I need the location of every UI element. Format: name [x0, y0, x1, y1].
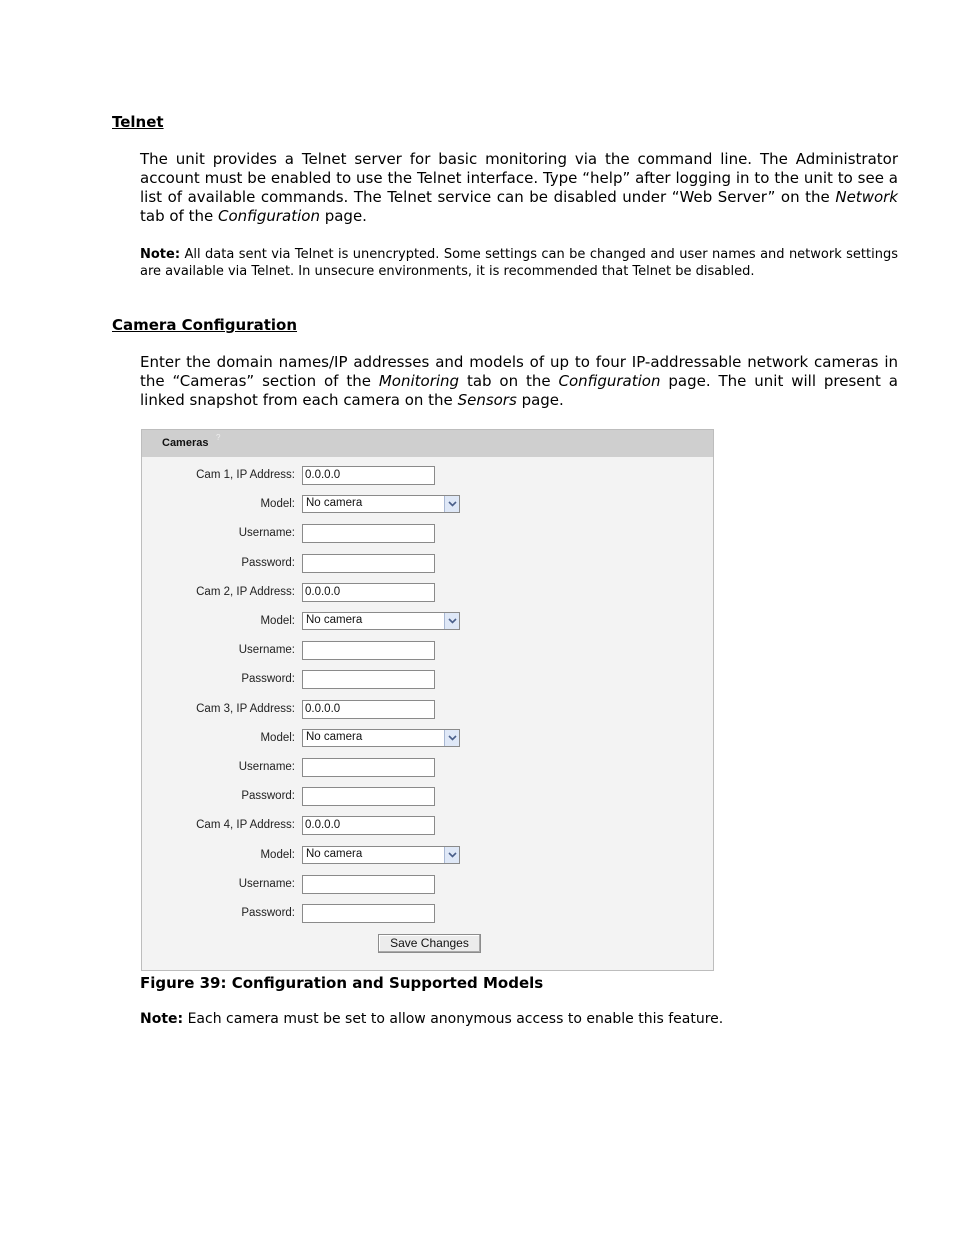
cam-1-model-row [142, 495, 713, 517]
chevron-down-icon[interactable] [444, 847, 459, 863]
cam-2-ip-row [142, 583, 713, 605]
cam-2-model-label: Model: [260, 615, 295, 627]
telnet-note: Note: All data sent via Telnet is unencrypted. Some settings can be changed and user names and network settings are available via Telnet. In unsecure environments, it is recommended that Telnet be disabled. [140, 247, 898, 279]
cam-4-username-row [142, 875, 713, 897]
cameras-panel-header [142, 430, 713, 457]
cameras-panel-title: Cameras [162, 437, 209, 449]
cameras-config-panel [141, 429, 714, 971]
cam-4-username-label: Username: [238, 878, 295, 890]
help-icon[interactable]: ? [216, 433, 221, 442]
cam-4-password-input[interactable] [302, 904, 435, 923]
cam-4-password-row [142, 904, 713, 926]
cam-3-ip-input[interactable]: 0.0.0.0 [302, 700, 435, 719]
telnet-paragraph: The unit provides a Telnet server for basic monitoring via the command line. The Administrator account must be enabled to use the Telnet interface. Type “help” after logging in to the unit to see a list of available commands. The Telnet service can be disabled under “Web Server” on the Network tab of the Configuration page. [140, 150, 898, 225]
cam-1-model-label: Model: [260, 498, 295, 510]
cam-3-model-row [142, 729, 713, 751]
cam-2-model-selected-value: No camera [306, 614, 363, 626]
cam-1-ip-row [142, 466, 713, 488]
cam-3-model-selected-value: No camera [306, 731, 363, 743]
cam-4-password-label: Password: [241, 907, 295, 919]
camera-configuration-heading: Camera Configuration [112, 316, 298, 334]
chevron-down-icon[interactable] [444, 730, 459, 746]
cam-1-username-input[interactable] [302, 524, 435, 543]
cam-4-model-label: Model: [260, 849, 295, 861]
cam-3-password-row [142, 787, 713, 809]
chevron-down-icon[interactable] [444, 613, 459, 629]
save-changes-button[interactable]: Save Changes [378, 934, 481, 953]
cam-2-ip-input[interactable]: 0.0.0.0 [302, 583, 435, 602]
cam-1-password-input[interactable] [302, 554, 435, 573]
cam-2-ip-label: Cam 2, IP Address: [196, 586, 295, 598]
cam-4-username-input[interactable] [302, 875, 435, 894]
cam-3-username-row [142, 758, 713, 780]
cam-4-ip-row [142, 816, 713, 838]
cam-1-username-row [142, 524, 713, 546]
cam-1-username-label: Username: [238, 527, 295, 539]
chevron-down-icon[interactable] [444, 496, 459, 512]
camera-note: Note: Each camera must be set to allow anonymous access to enable this feature. [140, 1011, 724, 1027]
cam-2-username-input[interactable] [302, 641, 435, 660]
camera-paragraph: Enter the domain names/IP addresses and models of up to four IP-addressable network cameras in the “Cameras” section of the Monitoring tab on the Configuration page. The unit will present a linked snapshot from each camera on the Sensors page. [140, 353, 898, 409]
cam-1-password-label: Password: [241, 557, 295, 569]
telnet-heading: Telnet [112, 113, 164, 131]
cam-4-ip-label: Cam 4, IP Address: [196, 819, 295, 831]
cam-1-ip-label: Cam 1, IP Address: [196, 469, 295, 481]
cam-1-ip-input[interactable]: 0.0.0.0 [302, 466, 435, 485]
cam-4-model-selected-value: No camera [306, 848, 363, 860]
cam-3-password-input[interactable] [302, 787, 435, 806]
cam-4-ip-input[interactable]: 0.0.0.0 [302, 816, 435, 835]
cam-3-model-select[interactable] [302, 729, 460, 747]
cam-2-model-select[interactable] [302, 612, 460, 630]
cam-2-password-label: Password: [241, 673, 295, 685]
cam-1-model-select[interactable] [302, 495, 460, 513]
cam-2-password-row [142, 670, 713, 692]
cam-4-model-row [142, 846, 713, 868]
cam-3-ip-label: Cam 3, IP Address: [196, 703, 295, 715]
figure-caption: Figure 39: Configuration and Supported Models [140, 974, 544, 992]
cam-3-password-label: Password: [241, 790, 295, 802]
cam-3-model-label: Model: [260, 732, 295, 744]
cam-2-password-input[interactable] [302, 670, 435, 689]
cam-3-ip-row [142, 700, 713, 722]
cam-4-model-select[interactable] [302, 846, 460, 864]
cam-1-password-row [142, 554, 713, 576]
cam-3-username-label: Username: [238, 761, 295, 773]
cam-2-username-label: Username: [238, 644, 295, 656]
cam-2-model-row [142, 612, 713, 634]
cam-2-username-row [142, 641, 713, 663]
cam-1-model-selected-value: No camera [306, 497, 363, 509]
cam-3-username-input[interactable] [302, 758, 435, 777]
